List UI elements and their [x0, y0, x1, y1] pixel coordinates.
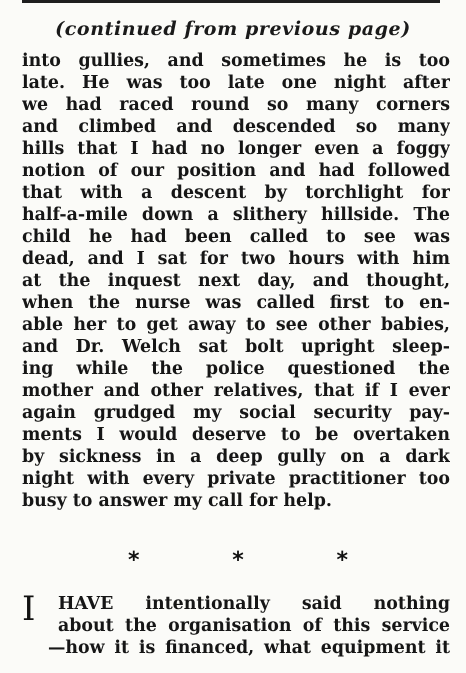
article-line: mother and other relatives, that if I ever [22, 381, 450, 401]
asterisk-mark: * [336, 548, 348, 573]
section-separator [128, 548, 348, 573]
article-line: by sickness in a deep gully on a dark [22, 447, 450, 467]
article-line: into gullies, and sometimes he is too [22, 51, 450, 71]
next-section-body [48, 593, 450, 659]
article-line: and climbed and descended so many [22, 117, 450, 137]
article-line: dead, and I sat for two hours with him [22, 249, 450, 269]
article-line: notion of our position and had followed [22, 161, 450, 181]
article-line: when the nurse was called first to en- [22, 293, 450, 313]
article-line: ments I would deserve to be overtaken [22, 425, 450, 445]
article-line: child he had been called to see was [22, 227, 450, 247]
asterisk-mark: * [128, 548, 140, 573]
article-line: we had raced round so many corners [22, 95, 450, 115]
top-rule [22, 0, 440, 3]
drop-cap: I [22, 589, 36, 629]
article-line: ing while the police questioned the [22, 359, 450, 379]
article-line-last: busy to answer my call for help. [22, 491, 332, 511]
article-line: half-a-mile down a slithery hillside. The [22, 205, 450, 225]
article-line: that with a descent by torchlight for [22, 183, 450, 203]
continued-label: (continued from previous page) [55, 18, 411, 40]
article-line: at the inquest next day, and thought, [22, 271, 450, 291]
article-line: again grudged my social security pay- [22, 403, 450, 423]
article-line: hills that I had no longer even a foggy [22, 139, 450, 159]
asterisk-mark: * [232, 548, 244, 573]
section-line: —how it is financed, what equipment it [48, 638, 450, 658]
section-line: HAVE intentionally said nothing [58, 594, 450, 614]
article-line: late. He was too late one night after [22, 73, 450, 93]
article-line: night with every private practitioner too [22, 469, 450, 489]
article-line: and Dr. Welch sat bolt upright sleep- [22, 337, 450, 357]
article-body [22, 50, 450, 512]
article-line: able her to get away to see other babies, [22, 315, 450, 335]
section-line: about the organisation of this service [58, 616, 450, 636]
